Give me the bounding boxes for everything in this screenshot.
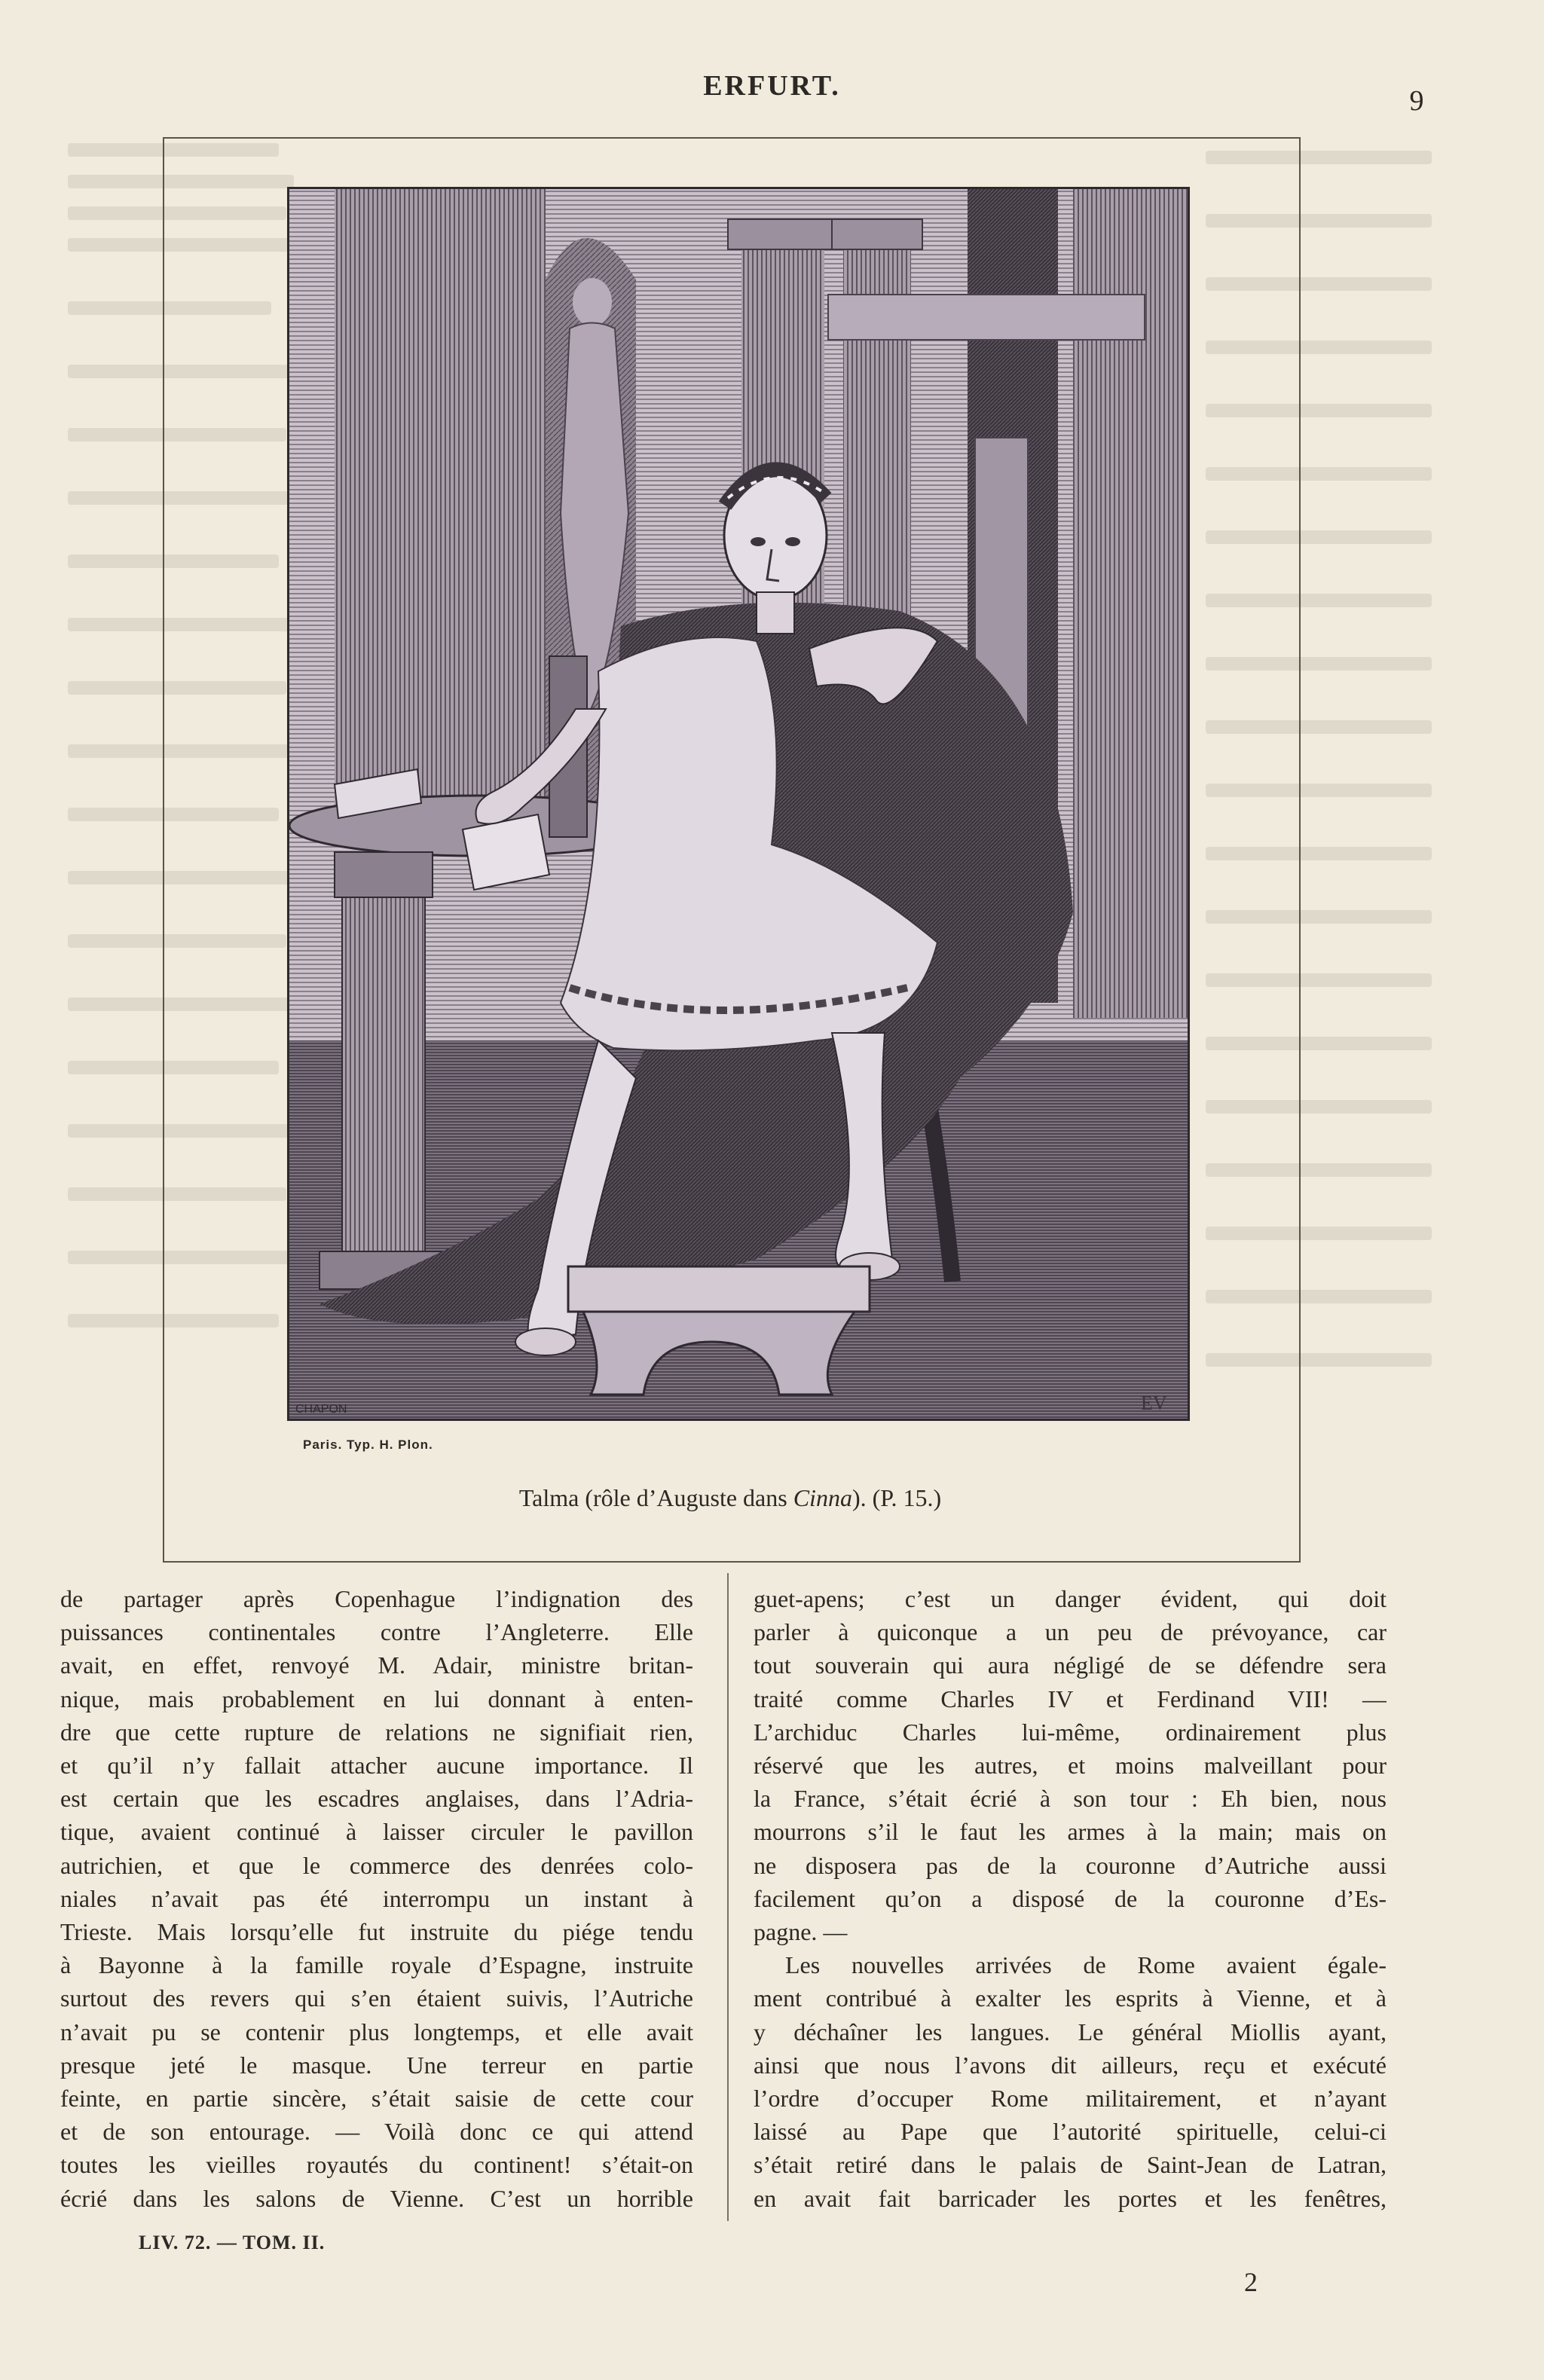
text-line: ment contribué à exalter les esprits à Vienne, et à: [754, 1984, 1387, 2012]
text-line: n’avait pu se contenir plus longtemps, et elle avait: [60, 2018, 693, 2045]
text-line: écrié dans les salons de Vienne. C’est un horrible: [60, 2184, 693, 2212]
right-column: [754, 1582, 1387, 2215]
text-line: facilement qu’on a disposé de la couronne d’Es-: [754, 1884, 1387, 1912]
text-line: nique, mais probablement en lui donnant à enten-: [60, 1685, 693, 1712]
engraving-illustration: [287, 187, 1190, 1421]
text-line: s’était retiré dans le palais de Saint-Jean de Latran,: [754, 2151, 1387, 2179]
text-line: tique, avaient continué à laisser circuler le pavillon: [60, 1818, 693, 1846]
text-line: dre que cette rupture de relations ne signifiait rien,: [60, 1718, 693, 1746]
text-line: toutes les vieilles royautés du continent! s’était-on: [60, 2151, 693, 2179]
text-line: laissé au Pape que l’autorité spirituelle, celui-ci: [754, 2118, 1387, 2146]
caption-text: Talma (rôle d’Auguste dans: [518, 1484, 793, 1511]
printer-credit: Paris. Typ. H. Plon.: [303, 1437, 433, 1452]
text-line: autrichien, et que le commerce des denrées colo-: [60, 1851, 693, 1879]
text-line: à Bayonne à la famille royale d’Espagne, instruite: [60, 1951, 693, 1979]
text-line: niales n’avait pas été interrompu un instant à: [60, 1884, 693, 1912]
caption-reference: ). (P. 15.): [851, 1484, 942, 1511]
text-line: et de son entourage. — Voilà donc ce qui attend: [60, 2118, 693, 2146]
text-line: parler à quiconque a un peu de prévoyance, car: [754, 1618, 1387, 1646]
caption-work-title: Cinna: [793, 1484, 852, 1511]
text-line: avait, en effet, renvoyé M. Adair, ministre britan-: [60, 1651, 693, 1679]
text-line: réservé que les autres, et moins malveillant pour: [754, 1752, 1387, 1780]
text-line: la France, s’était écrié à son tour : Eh bien, nous: [754, 1785, 1387, 1813]
text-line: en avait fait barricader les portes et les fenêtres,: [754, 2184, 1387, 2212]
left-column: [60, 1582, 693, 2215]
text-line: y déchaîner les langues. Le général Miollis ayant,: [754, 2018, 1387, 2045]
engraver-right-mark: EV: [1141, 1392, 1167, 1414]
text-line: est certain que les escadres anglaises, dans l’Adria-: [60, 1785, 693, 1813]
engraver-left-mark: CHAPON: [295, 1403, 347, 1416]
text-line: L’archiduc Charles lui-même, ordinairement plus: [754, 1718, 1387, 1746]
text-line: pagne. —: [754, 1918, 848, 1946]
text-line: surtout des revers qui s’en étaient suivis, l’Autriche: [60, 1984, 693, 2012]
text-line: ne disposera pas de la couronne d’Autriche aussi: [754, 1851, 1387, 1879]
text-line: presque jeté le masque. Une terreur en partie: [60, 2051, 693, 2079]
column-rule: [727, 1573, 729, 2221]
text-line: Les nouvelles arrivées de Rome avaient égale-: [785, 1951, 1387, 1979]
text-line: l’ordre d’occuper Rome militairement, et n’ayant: [754, 2085, 1387, 2113]
page-number: 9: [1409, 85, 1424, 117]
text-line: guet-apens; c’est un danger évident, qui doit: [754, 1585, 1387, 1612]
plate-caption: [163, 1484, 1298, 1512]
text-line: traité comme Charles IV et Ferdinand VII! —: [754, 1685, 1387, 1712]
text-line: de partager après Copenhague l’indignation des: [60, 1585, 693, 1612]
text-line: mourrons s’il le faut les armes à la main; mais on: [754, 1818, 1387, 1846]
text-line: puissances continentales contre l’Angleterre. Elle: [60, 1618, 693, 1646]
text-line: tout souverain qui aura négligé de se défendre sera: [754, 1651, 1387, 1679]
text-line: feinte, en partie sincère, s’était saisie de cette cour: [60, 2085, 693, 2113]
printer-signature: LIV. 72. — TOM. II.: [139, 2232, 326, 2253]
text-line: ainsi que nous l’avons dit ailleurs, reçu et exécuté: [754, 2051, 1387, 2079]
running-header-title: ERFURT.: [703, 70, 841, 102]
text-line: et qu’il n’y fallait attacher aucune importance. Il: [60, 1752, 693, 1780]
sheet-number: 2: [1244, 2267, 1258, 2297]
text-line: Trieste. Mais lorsqu’elle fut instruite du piége tendu: [60, 1918, 693, 1946]
